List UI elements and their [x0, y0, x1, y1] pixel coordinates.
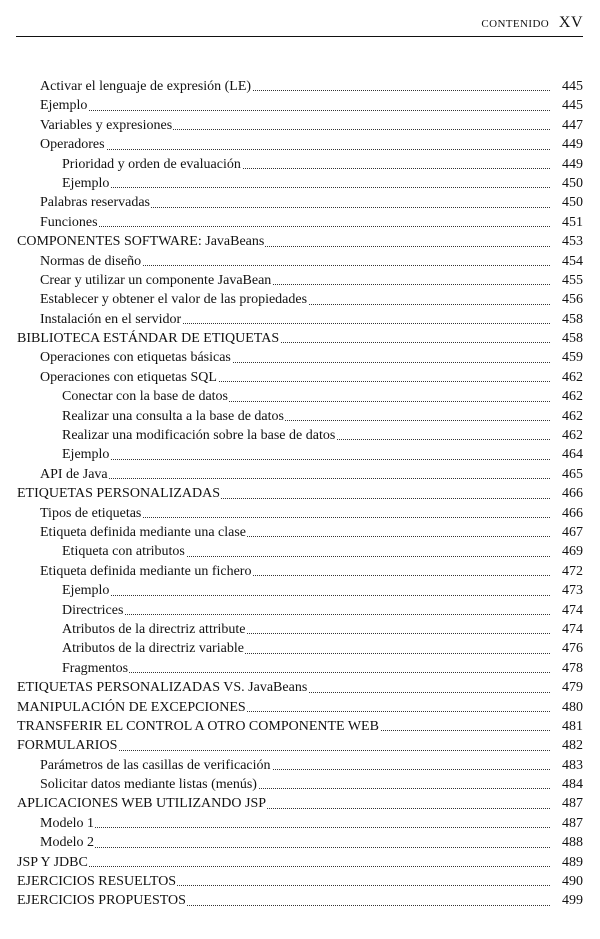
toc-entry-title: Etiqueta con atributos — [62, 542, 186, 561]
running-head-section: CONTENIDO — [481, 18, 550, 30]
toc-entry-page: 488 — [562, 835, 583, 851]
toc-entry-page: 484 — [562, 777, 583, 793]
toc-entry-title: Instalación en el servidor — [40, 310, 182, 329]
toc-entry-title: API de Java — [40, 465, 109, 484]
toc-entry[interactable] — [0, 542, 600, 561]
toc-entry[interactable] — [0, 872, 600, 891]
toc-entry[interactable] — [0, 465, 600, 484]
toc-entry-page: 480 — [562, 699, 583, 715]
dot-leader — [62, 672, 550, 673]
toc-entry-title: Fragmentos — [62, 659, 129, 678]
dot-leader — [40, 226, 550, 227]
dot-leader — [40, 847, 550, 848]
toc-entry-title: Atributos de la directriz attribute — [62, 620, 247, 639]
toc-entry[interactable] — [0, 717, 600, 736]
toc-entry-title: Crear y utilizar un componente JavaBean — [40, 271, 272, 290]
toc-entry-page: 487 — [562, 796, 583, 812]
toc-entry[interactable] — [0, 814, 600, 833]
toc-entry-title: Ejemplo — [62, 581, 110, 600]
toc-entry[interactable] — [0, 736, 600, 755]
toc-entry[interactable] — [0, 252, 600, 271]
toc-entry-title: Operaciones con etiquetas SQL — [40, 368, 218, 387]
toc-entry-title: EJERCICIOS RESUELTOS — [17, 872, 177, 891]
toc-entry-title: Realizar una modificación sobre la base de datos — [62, 426, 336, 445]
toc-entry-page: 478 — [562, 660, 583, 676]
toc-entry[interactable] — [0, 135, 600, 154]
toc-entry-title: Activar el lenguaje de expresión (LE) — [40, 77, 252, 96]
toc-entry-title: Variables y expresiones — [40, 116, 173, 135]
toc-entry[interactable] — [0, 329, 600, 348]
page-header — [16, 14, 583, 37]
toc-entry-title: Directrices — [62, 601, 124, 620]
toc-entry-page: 474 — [562, 621, 583, 637]
toc-entry-title: Funciones — [40, 213, 99, 232]
toc-entry-title: Operaciones con etiquetas básicas — [40, 348, 232, 367]
toc-entry-page: 465 — [562, 466, 583, 482]
toc-entry-page: 474 — [562, 602, 583, 618]
toc-entry[interactable] — [0, 678, 600, 697]
toc-entry-page: 456 — [562, 292, 583, 308]
toc-entry[interactable] — [0, 523, 600, 542]
toc-entry[interactable] — [0, 387, 600, 406]
toc-entry-page: 481 — [562, 718, 583, 734]
toc-entry-page: 490 — [562, 874, 583, 890]
toc-entry-page: 466 — [562, 486, 583, 502]
dot-leader — [62, 614, 550, 615]
dot-leader — [17, 866, 550, 867]
toc-entry-title: ETIQUETAS PERSONALIZADAS VS. JavaBeans — [17, 678, 308, 697]
toc-entry-title: APLICACIONES WEB UTILIZANDO JSP — [17, 794, 267, 813]
toc-entry-page: 450 — [562, 195, 583, 211]
toc-entry[interactable] — [0, 232, 600, 251]
toc-entry-title: FORMULARIOS — [17, 736, 118, 755]
toc-entry-title: MANIPULACIÓN DE EXCEPCIONES — [17, 698, 247, 717]
toc-entry-title: Conectar con la base de datos — [62, 387, 229, 406]
toc-entry-page: 464 — [562, 447, 583, 463]
toc-entry[interactable] — [0, 96, 600, 115]
toc-entry[interactable] — [0, 77, 600, 96]
toc-entry-title: BIBLIOTECA ESTÁNDAR DE ETIQUETAS — [17, 329, 280, 348]
toc-entry-title: Realizar una consulta a la base de datos — [62, 407, 285, 426]
toc-entry-page: 469 — [562, 544, 583, 560]
dot-leader — [62, 595, 550, 596]
toc-entry-page: 447 — [562, 117, 583, 133]
toc-entry[interactable] — [0, 504, 600, 523]
dot-leader — [62, 459, 550, 460]
toc-entry-title: Ejemplo — [62, 174, 110, 193]
toc-entry-page: 466 — [562, 505, 583, 521]
toc-entry-page: 476 — [562, 641, 583, 657]
toc-entry-page: 479 — [562, 680, 583, 696]
toc-entry-title: Atributos de la directriz variable — [62, 639, 245, 658]
toc-entry-page: 473 — [562, 583, 583, 599]
toc-entry-page: 462 — [562, 408, 583, 424]
toc-entry-page: 458 — [562, 331, 583, 347]
toc-entry-title: EJERCICIOS PROPUESTOS — [17, 891, 187, 910]
toc-entry-page: 467 — [562, 524, 583, 540]
toc-entry[interactable] — [0, 698, 600, 717]
toc-entry-title: ETIQUETAS PERSONALIZADAS — [17, 484, 221, 503]
toc-entry[interactable] — [0, 368, 600, 387]
toc-entry-page: 499 — [562, 893, 583, 909]
toc-entry[interactable] — [0, 601, 600, 620]
toc-entry-page: 487 — [562, 815, 583, 831]
toc-entry-title: Etiqueta definida mediante un fichero — [40, 562, 252, 581]
toc-entry[interactable] — [0, 348, 600, 367]
toc-entry-title: Parámetros de las casillas de verificación — [40, 756, 272, 775]
toc-entry-page: 445 — [562, 79, 583, 94]
toc-entry-title: Operadores — [40, 135, 106, 154]
toc-entry[interactable] — [0, 484, 600, 503]
toc-entry-page: 459 — [562, 350, 583, 366]
toc-entry-title: Normas de diseño — [40, 252, 142, 271]
toc-entry[interactable] — [0, 407, 600, 426]
toc-entry[interactable] — [0, 853, 600, 872]
toc-entry[interactable] — [0, 271, 600, 290]
toc-entry-title: Modelo 2 — [40, 833, 95, 852]
toc-entry[interactable] — [0, 639, 600, 658]
dot-leader — [40, 149, 550, 150]
toc-entry-title: COMPONENTES SOFTWARE: JavaBeans — [17, 232, 265, 251]
page-number: XV — [558, 14, 583, 31]
toc-entry-page: 483 — [562, 757, 583, 773]
dot-leader — [40, 110, 550, 111]
toc-entry[interactable] — [0, 193, 600, 212]
toc-entry-page: 489 — [562, 854, 583, 870]
toc-entry-page: 449 — [562, 156, 583, 172]
toc-entry-title: Modelo 1 — [40, 814, 95, 833]
toc-entry-title: Etiqueta definida mediante una clase — [40, 523, 247, 542]
toc-entry-title: Ejemplo — [40, 96, 88, 115]
toc-entry-page: 454 — [562, 253, 583, 269]
toc-entry[interactable] — [0, 562, 600, 581]
toc-entry-title: Ejemplo — [62, 445, 110, 464]
toc-entry[interactable] — [0, 426, 600, 445]
toc-entry-page: 462 — [562, 428, 583, 444]
toc-entry[interactable] — [0, 659, 600, 678]
toc-entry[interactable] — [0, 445, 600, 464]
toc-entry-title: Palabras reservadas — [40, 193, 151, 212]
toc-entry-page: 445 — [562, 98, 583, 114]
toc-entry-title: JSP Y JDBC — [17, 853, 89, 872]
toc-entry-title: Establecer y obtener el valor de las propiedades — [40, 290, 308, 309]
toc-entry-page: 458 — [562, 311, 583, 327]
toc-entry[interactable] — [0, 290, 600, 309]
toc-entry[interactable] — [0, 620, 600, 639]
toc-entry[interactable] — [0, 174, 600, 193]
toc-entry[interactable] — [0, 213, 600, 232]
toc-entry-page: 462 — [562, 369, 583, 385]
toc-entry-page: 451 — [562, 214, 583, 230]
table-of-contents — [0, 77, 600, 911]
toc-entry-page: 462 — [562, 389, 583, 405]
dot-leader — [40, 478, 550, 479]
toc-entry[interactable] — [0, 310, 600, 329]
toc-entry-page: 450 — [562, 175, 583, 191]
toc-entry[interactable] — [0, 116, 600, 135]
toc-entry[interactable] — [0, 581, 600, 600]
toc-entry[interactable] — [0, 833, 600, 852]
toc-entry-page: 472 — [562, 563, 583, 579]
toc-entry-page: 482 — [562, 738, 583, 754]
toc-entry-page: 453 — [562, 234, 583, 250]
toc-entry-title: Prioridad y orden de evaluación — [62, 155, 242, 174]
dot-leader — [40, 827, 550, 828]
toc-entry-title: TRANSFERIR EL CONTROL A OTRO COMPONENTE WEB — [17, 717, 380, 736]
toc-entry[interactable] — [0, 891, 600, 910]
toc-entry-page: 449 — [562, 137, 583, 153]
toc-entry-title: Solicitar datos mediante listas (menús) — [40, 775, 258, 794]
toc-entry[interactable] — [0, 775, 600, 794]
toc-entry[interactable] — [0, 794, 600, 813]
toc-entry-title: Tipos de etiquetas — [40, 504, 142, 523]
toc-entry[interactable] — [0, 756, 600, 775]
toc-entry[interactable] — [0, 155, 600, 174]
toc-entry-page: 455 — [562, 272, 583, 288]
dot-leader — [62, 187, 550, 188]
